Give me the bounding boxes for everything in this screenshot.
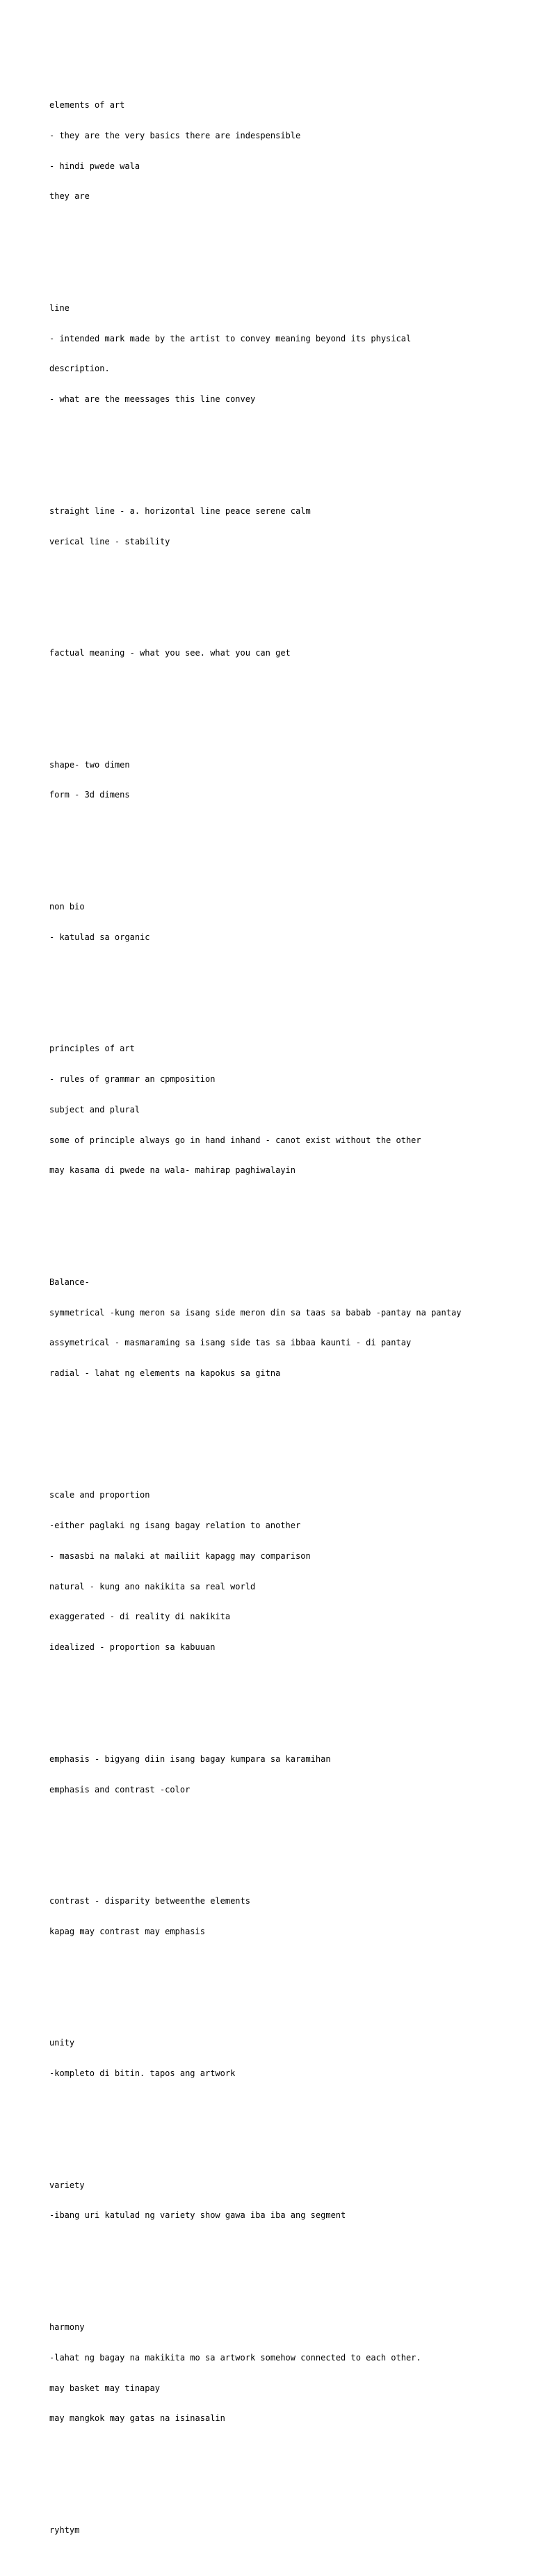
blank-line — [49, 1693, 529, 1703]
text-line: - they are the very basics there are indespensible — [49, 130, 301, 140]
text-line: - intended mark made by the artist to convey meaning beyond its physical — [49, 333, 412, 343]
section-factual-meaning — [49, 628, 529, 679]
section-line — [49, 283, 529, 425]
section-harmony — [49, 2302, 529, 2444]
text-line: scale and proportion — [49, 1490, 150, 1500]
text-line: symmetrical -kung meron sa isang side meron din sa taas sa babab -pantay na pantay — [49, 1307, 462, 1318]
text-line: subject and plural — [49, 1104, 140, 1115]
text-line: straight line - a. horizontal line peace serene calm — [49, 505, 311, 516]
text-line: unity — [49, 2038, 75, 2048]
blank-line — [49, 1216, 529, 1226]
text-line: factual meaning - what you see. what you can get — [49, 648, 291, 658]
text-line: -ibang uri katulad ng variety show gawa iba iba ang segment — [49, 2210, 346, 2221]
text-line: form - 3d dimens — [49, 790, 130, 800]
text-line: - what are the meessages this line convey — [49, 394, 256, 405]
text-line: - katulad sa organic — [49, 932, 150, 942]
blank-line — [49, 841, 529, 851]
blank-line — [49, 699, 529, 709]
text-line: non bio — [49, 901, 85, 912]
text-line: may basket may tinapay — [49, 2383, 160, 2393]
text-line: natural - kung ano nakikita sa real world — [49, 1581, 256, 1591]
text-line: -kompleto di bitin. tapos ang artwork — [49, 2068, 236, 2079]
text-line: line — [49, 302, 70, 313]
section-principles-of-art — [49, 1023, 529, 1196]
text-line: -lahat ng bagay na makikita mo sa artwork somehow connected to each other. — [49, 2352, 421, 2363]
text-line: emphasis and contrast -color — [49, 1784, 191, 1795]
section-elements-of-art — [49, 80, 529, 222]
blank-line — [49, 1836, 529, 1846]
text-line: they are — [49, 191, 90, 202]
text-line: emphasis - bigyang diin isang bagay kumpara sa karamihan — [49, 1753, 331, 1764]
blank-line — [49, 1419, 529, 1439]
text-line: Balance- — [49, 1277, 90, 1287]
text-line: ryhtym — [49, 2525, 80, 2535]
blank-line — [49, 1977, 529, 1988]
text-line: may kasama di pwede na wala- mahirap paghiwalayin — [49, 1165, 296, 1176]
section-variety — [49, 2160, 529, 2242]
text-line: shape- two dimen — [49, 759, 130, 770]
text-line: - rules of grammar an cpmposition — [49, 1074, 216, 1084]
section-emphasis — [49, 1734, 529, 1815]
section-straight-line — [49, 486, 529, 567]
section-scale-and-proportion — [49, 1470, 529, 1673]
section-contrast — [49, 1876, 529, 1957]
section-unity — [49, 2018, 529, 2099]
text-line: assymetrical - masmaraming sa isang side tas sa ibbaa kaunti - di pantay — [49, 1338, 412, 1348]
text-line: harmony — [49, 2322, 85, 2332]
text-line: variety — [49, 2180, 85, 2190]
text-line: idealized - proportion sa kabuuan — [49, 1642, 216, 1653]
blank-line — [49, 2119, 529, 2130]
text-line: elements of art — [49, 99, 125, 110]
text-line: - masasbi na malaki at mailiit kapagg may comparison — [49, 1550, 311, 1561]
section-balance — [49, 1257, 529, 1399]
section-shape-form — [49, 739, 529, 820]
text-line: -either paglaki ng isang bagay relation to another — [49, 1521, 301, 1531]
section-non-bio — [49, 882, 529, 963]
text-line: verical line - stability — [49, 536, 170, 546]
blank-line — [49, 445, 529, 455]
text-line: principles of art — [49, 1044, 135, 1054]
text-line: exaggerated - di reality di nakikita — [49, 1612, 231, 1622]
text-line: radial - lahat ng elements na kapokus sa gitna — [49, 1368, 281, 1379]
document-page — [49, 49, 529, 2576]
blank-line — [49, 242, 529, 252]
text-line: some of principle always go in hand inhand - canot exist without the other — [49, 1135, 421, 1145]
text-line: contrast - disparity betweenthe elements — [49, 1896, 250, 1906]
text-line: may mangkok may gatas na isinasalin — [49, 2413, 225, 2424]
text-line: description. — [49, 364, 110, 374]
blank-line — [49, 2261, 529, 2271]
section-rhythm — [49, 2505, 529, 2556]
blank-line — [49, 983, 529, 994]
blank-line — [49, 2464, 529, 2474]
text-line: - hindi pwede wala — [49, 161, 140, 171]
blank-line — [49, 587, 529, 597]
text-line: kapag may contrast may emphasis — [49, 1926, 205, 1936]
